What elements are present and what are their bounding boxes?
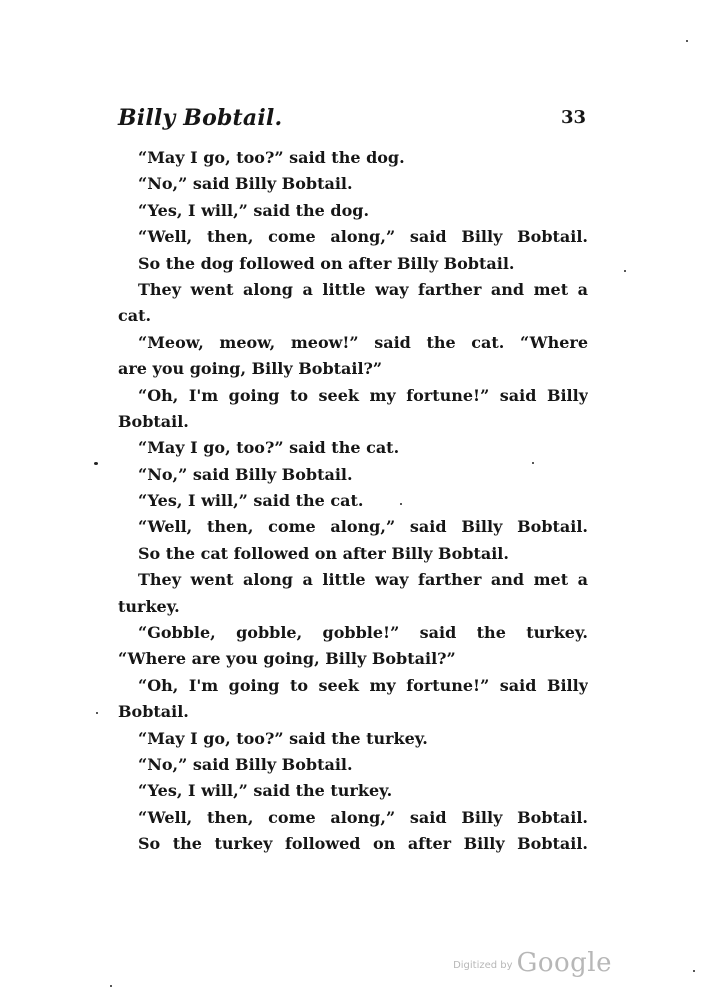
text-line: “No,” said Billy Bobtail.	[138, 174, 353, 194]
scan-speck	[94, 462, 98, 465]
text-line: “Oh, I'm going to seek my fortune!” said Billy	[138, 385, 588, 405]
text-line: Bobtail.	[118, 702, 189, 722]
text-line: “Yes, I will,” said the turkey.	[138, 781, 393, 801]
page-number: 33	[560, 107, 586, 128]
text-line: “Yes, I will,” said the cat.	[138, 491, 364, 511]
text-line: are you going, Billy Bobtail?”	[118, 359, 383, 379]
text-line: So the cat followed on after Billy Bobtail.	[138, 543, 509, 563]
scan-speck	[532, 462, 534, 464]
text-line: cat.	[118, 306, 152, 326]
page-header	[118, 100, 590, 136]
text-line: “No,” said Billy Bobtail.	[138, 464, 353, 484]
text-line: turkey.	[118, 596, 180, 616]
story-text	[118, 145, 588, 858]
scan-speck	[624, 270, 626, 272]
scan-speck	[693, 970, 695, 972]
text-line: “Gobble, gobble, gobble!” said the turkey.	[138, 623, 588, 643]
text-line: “Oh, I'm going to seek my fortune!” said Billy	[138, 675, 588, 695]
text-line: “No,” said Billy Bobtail.	[138, 754, 353, 774]
text-line: “Where are you going, Billy Bobtail?”	[118, 649, 456, 669]
digitized-by-google-watermark	[453, 948, 612, 988]
scan-speck	[400, 503, 402, 505]
text-line: Bobtail.	[118, 411, 189, 431]
text-line: “Well, then, come along,” said Billy Bobtail.	[138, 807, 588, 827]
text-line: “May I go, too?” said the dog.	[138, 148, 405, 167]
scan-speck	[110, 985, 112, 987]
watermark-prefix: Digitized by	[453, 960, 513, 971]
text-line: “Meow, meow, meow!” said the cat. “Where	[138, 332, 588, 352]
google-logo: Google	[516, 948, 612, 978]
text-line: They went along a little way farther and met a	[138, 570, 588, 590]
scan-speck	[96, 712, 98, 714]
text-line: “May I go, too?” said the cat.	[138, 438, 400, 458]
text-line: They went along a little way farther and met a	[138, 279, 588, 299]
text-line: “Well, then, come along,” said Billy Bobtail.	[138, 517, 588, 537]
text-line: So the turkey followed on after Billy Bobtail.	[138, 834, 588, 854]
text-line: “Yes, I will,” said the dog.	[138, 200, 370, 220]
text-line: “May I go, too?” said the turkey.	[138, 728, 428, 748]
scan-speck	[686, 40, 688, 42]
text-line: So the dog followed on after Billy Bobtail.	[138, 253, 515, 273]
text-line: “Well, then, come along,” said Billy Bobtail.	[138, 227, 588, 247]
running-title: Billy Bobtail.	[118, 105, 283, 131]
